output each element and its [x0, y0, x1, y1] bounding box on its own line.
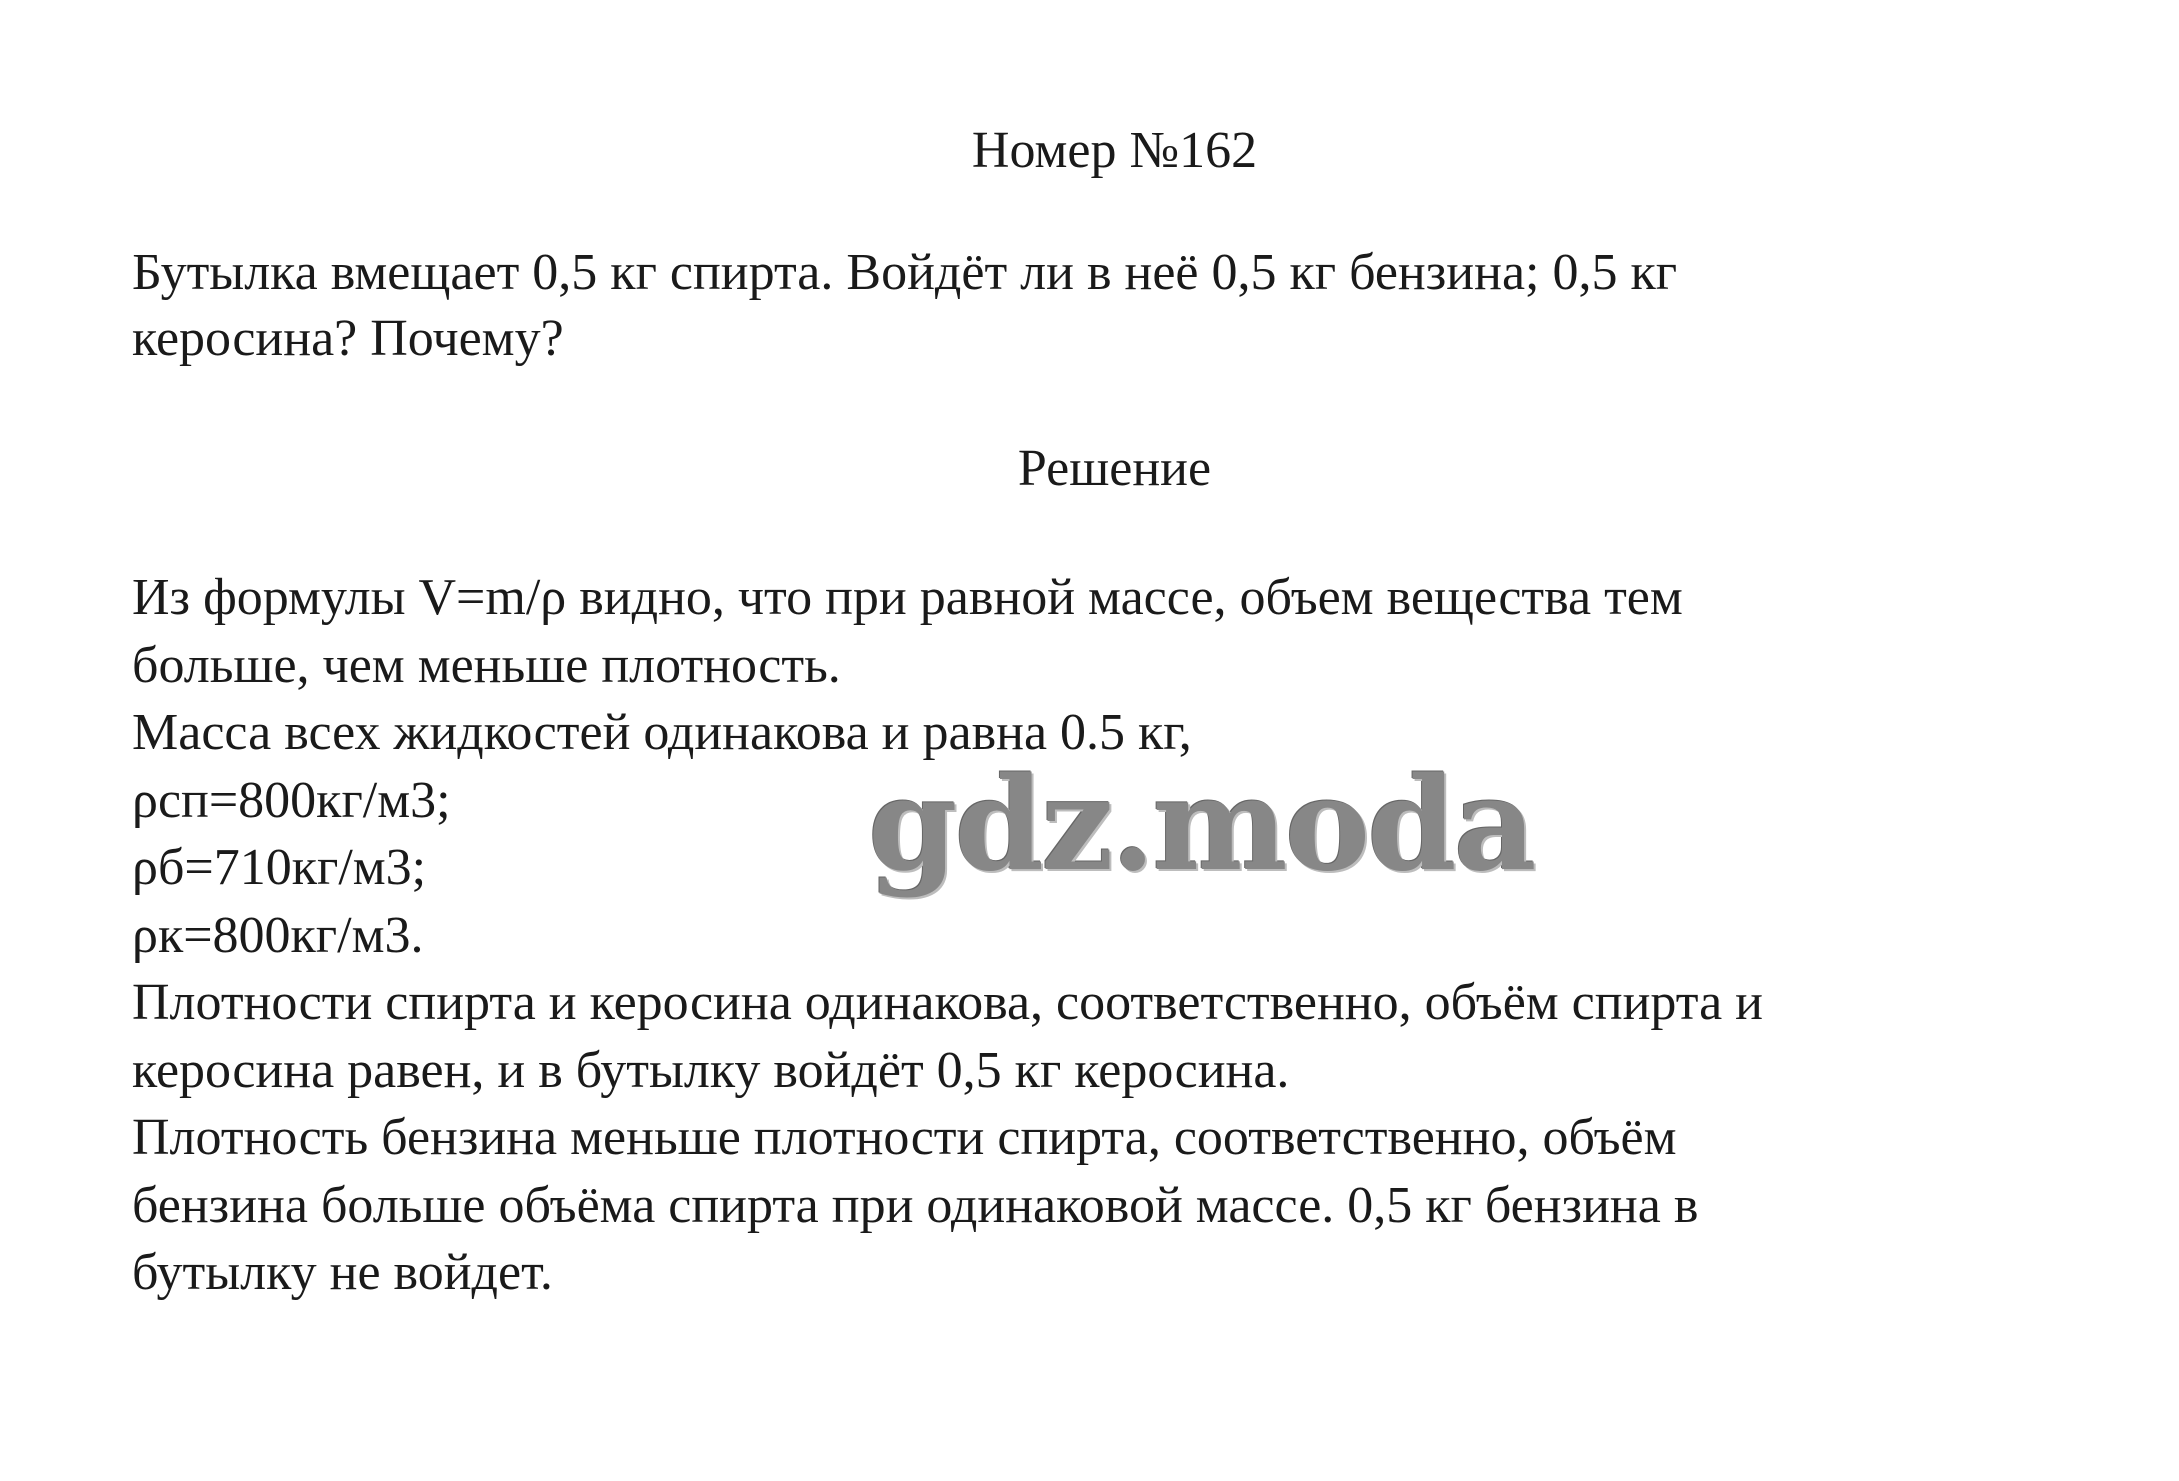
solution-line-7: Плотности спирта и керосина одинакова, соответственно, объём спирта и	[132, 974, 1763, 1031]
density-kerosene: ρк=800кг/м3.	[132, 906, 424, 964]
problem-line-2: керосина? Почему?	[132, 310, 564, 367]
solution-line-11: бутылку не войдет.	[132, 1244, 553, 1301]
density-gasoline: ρб=710кг/м3;	[132, 839, 427, 896]
solution-line-10: бензина больше объёма спирта при одинаковой массе. 0,5 кг бензина в	[132, 1176, 1699, 1234]
solution-text	[132, 564, 2122, 1307]
solution-line-3: Масса всех жидкостей одинакова и равна 0.5 кг,	[132, 704, 1192, 761]
problem-line-1: Бутылка вмещает 0,5 кг спирта. Войдёт ли в неё 0,5 кг бензина; 0,5 кг	[132, 244, 1678, 301]
solution-line-9: Плотность бензина меньше плотности спирта, соответственно, объём	[132, 1109, 1677, 1166]
solution-line-2: больше, чем меньше плотность.	[132, 636, 841, 694]
problem-number-title: Номер №162	[971, 122, 1258, 179]
density-alcohol: ρсп=800кг/м3;	[132, 771, 451, 829]
problem-statement	[132, 240, 2122, 372]
solution-line-8: керосина равен, и в бутылку войдёт 0,5 кг керосина.	[132, 1041, 1290, 1099]
solution-heading: Решение	[1017, 440, 1212, 497]
solution-line-1: Из формулы V=m/ρ видно, что при равной массе, объем вещества тем	[132, 569, 1683, 626]
watermark-logo: gdz.moda	[868, 750, 1534, 900]
